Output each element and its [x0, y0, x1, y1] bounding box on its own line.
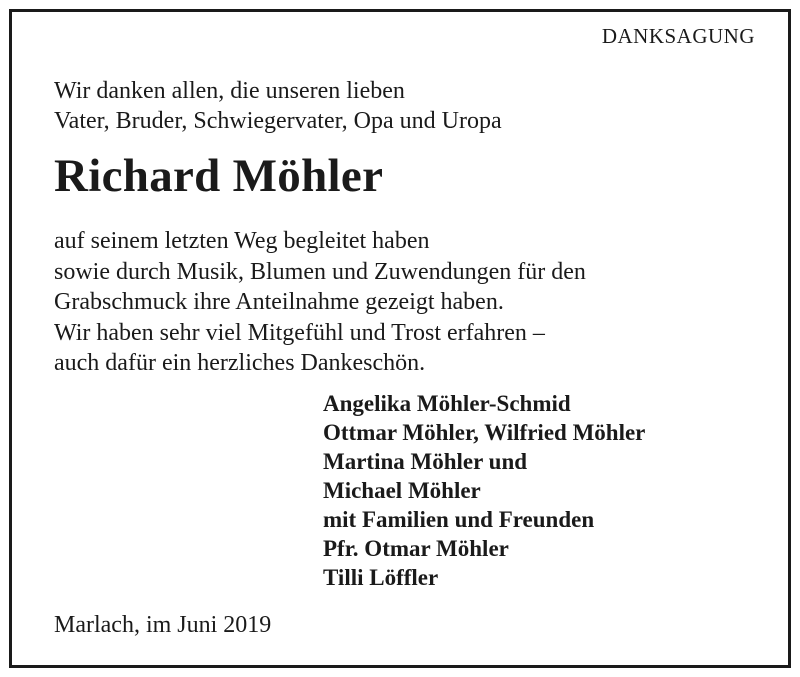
- deceased-name: Richard Möhler: [54, 150, 384, 202]
- signer-line: mit Familien und Freunden: [323, 507, 595, 532]
- thanks-line: auf seinem letzten Weg begleitet haben: [54, 228, 430, 254]
- signer-line: Angelika Möhler-Schmid: [323, 391, 571, 416]
- signer-line: Tilli Löffler: [323, 565, 439, 590]
- intro-text: [54, 76, 502, 136]
- thanks-line: Grabschmuck ihre Anteilnahme gezeigt haben.: [54, 289, 504, 315]
- notice-heading: DANKSAGUNG: [601, 24, 755, 48]
- signers-block: [323, 389, 645, 592]
- signer-line: Martina Möhler und: [323, 449, 528, 474]
- thanks-line: Wir haben sehr viel Mitgefühl und Trost erfahren –: [54, 319, 545, 346]
- thanks-line: auch dafür ein herzliches Dankeschön.: [54, 350, 426, 376]
- place-date: Marlach, im Juni 2019: [54, 612, 272, 638]
- signer-line: Pfr. Otmar Möhler: [323, 536, 509, 561]
- thanks-line: sowie durch Musik, Blumen und Zuwendungen für den: [54, 258, 586, 285]
- thanks-text: [54, 226, 586, 379]
- signer-line: Ottmar Möhler, Wilfried Möhler: [323, 420, 646, 445]
- signer-line: Michael Möhler: [323, 478, 481, 503]
- intro-line: Vater, Bruder, Schwiegervater, Opa und Uropa: [54, 108, 502, 134]
- intro-line: Wir danken allen, die unseren lieben: [54, 78, 405, 104]
